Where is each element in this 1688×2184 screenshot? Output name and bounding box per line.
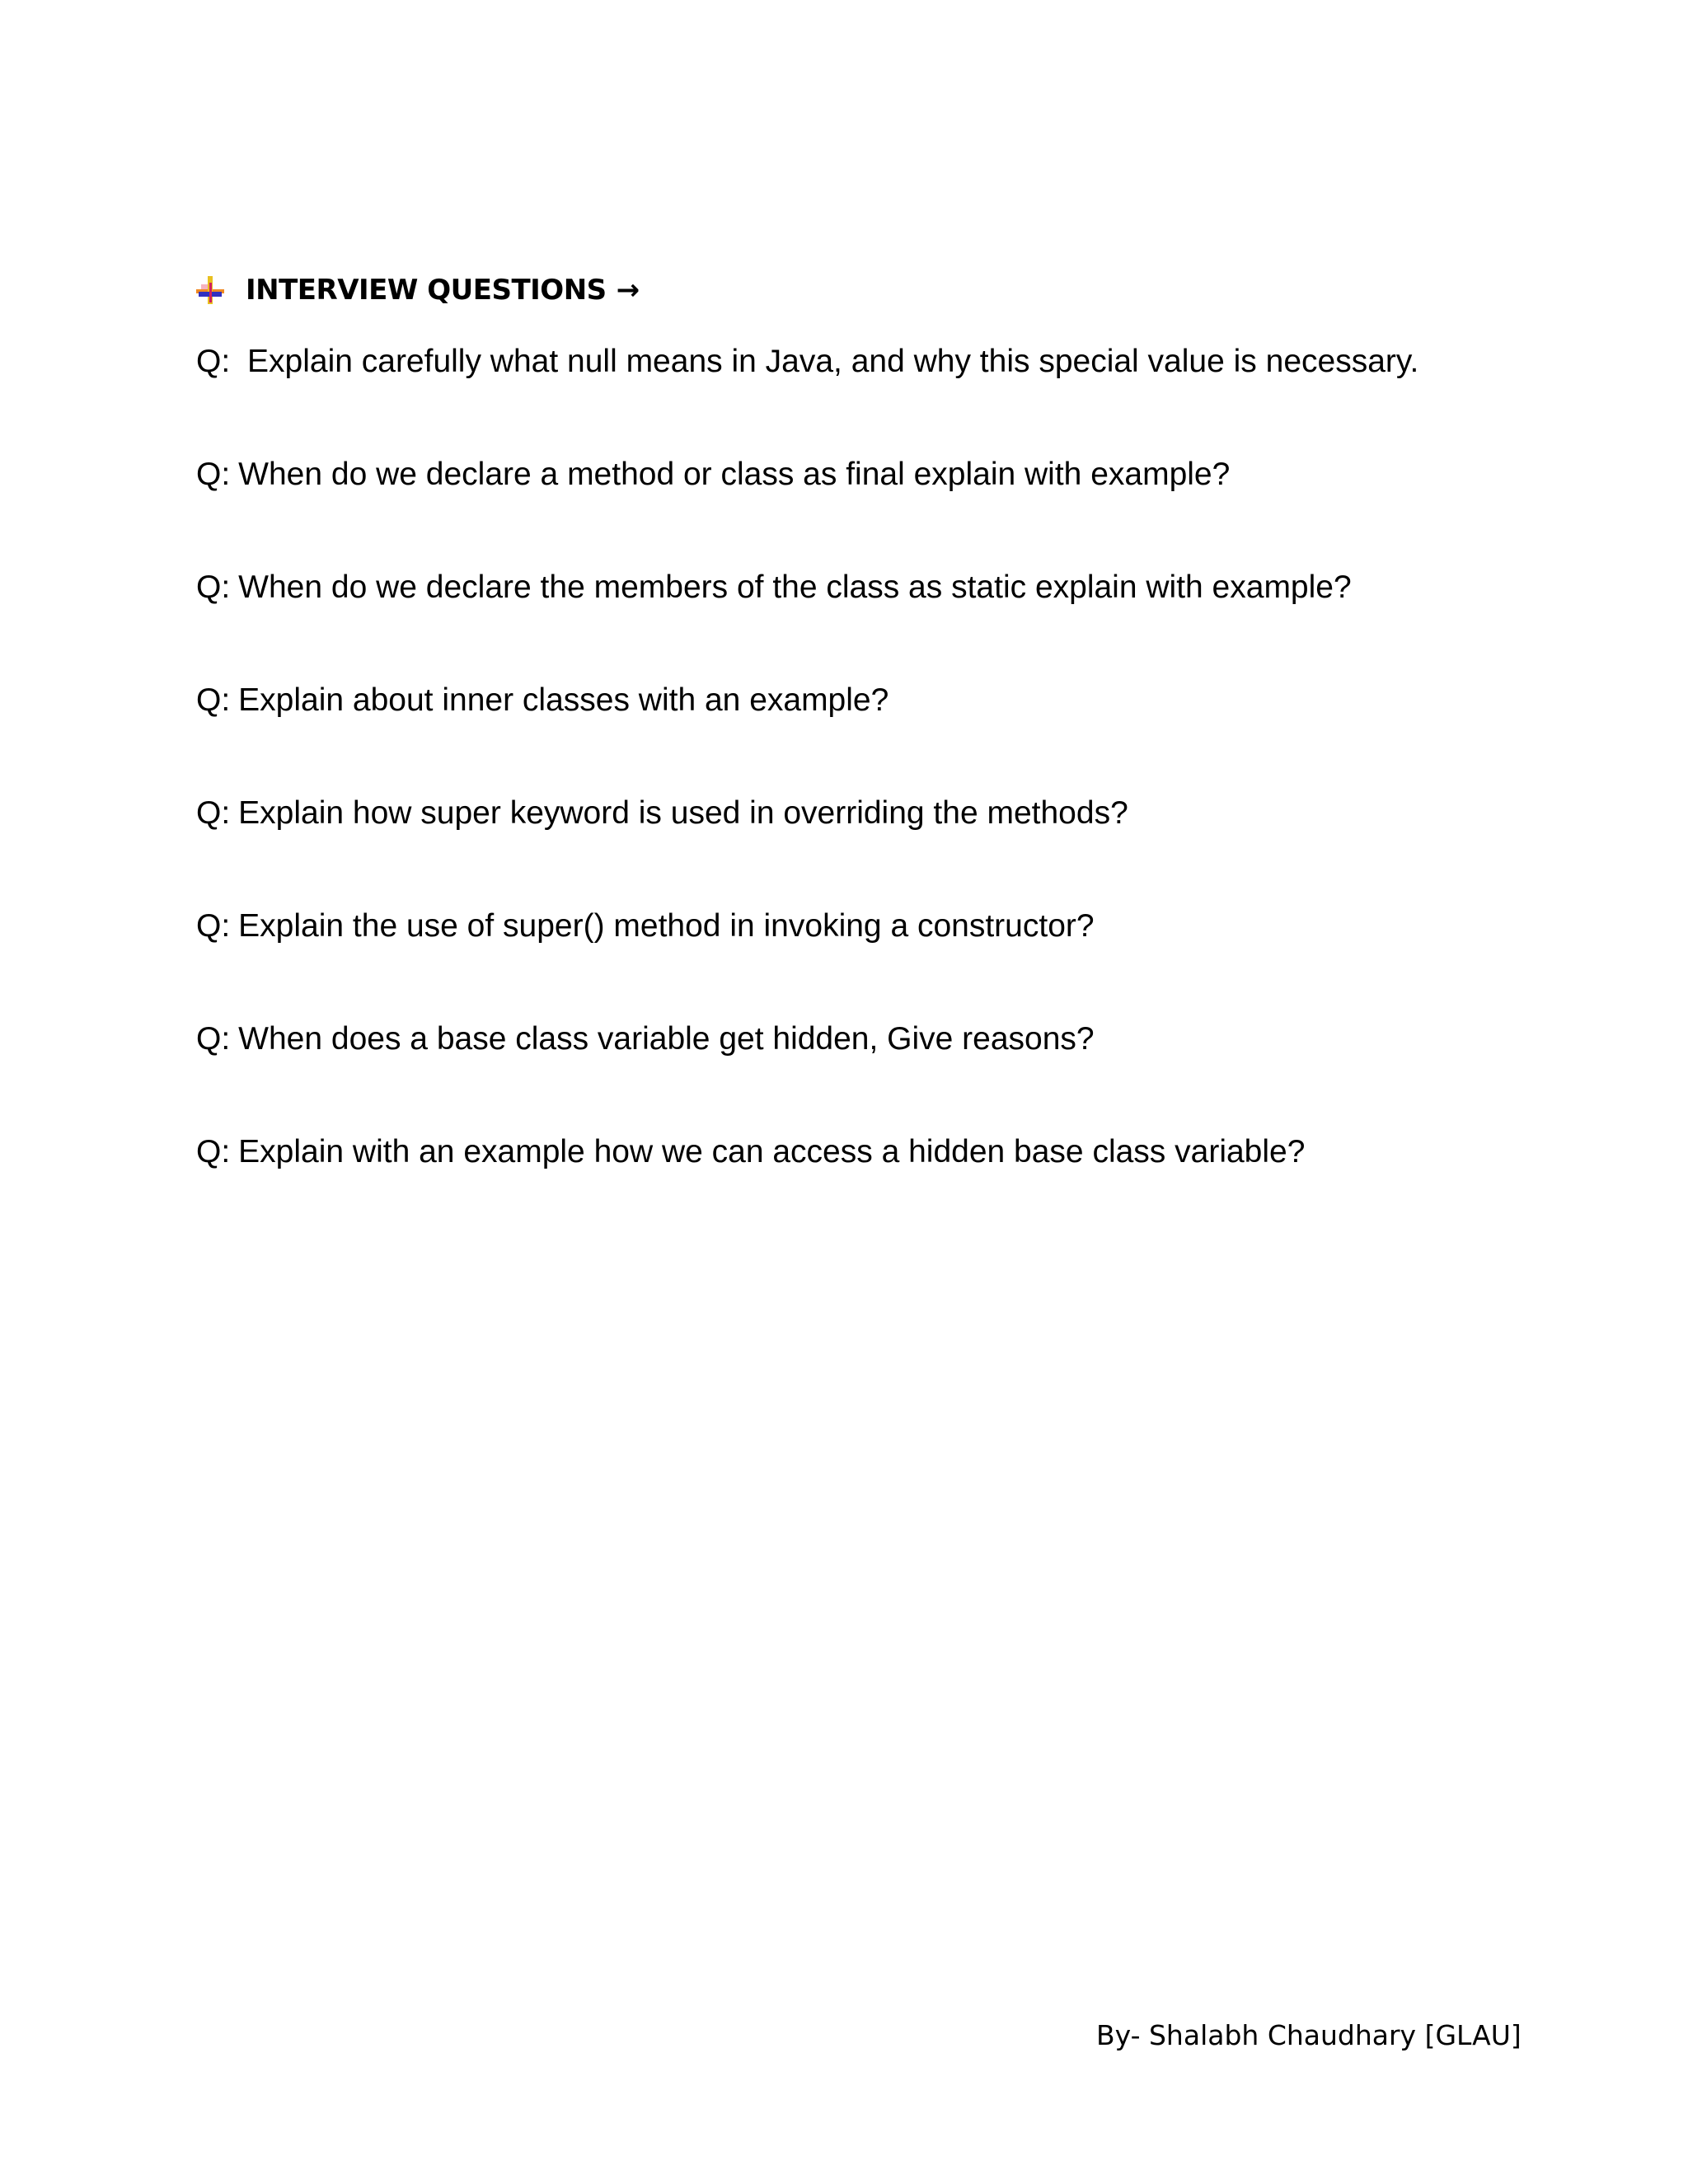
question-prefix: Q:	[196, 344, 231, 379]
question-item	[196, 571, 1352, 603]
question-prefix: Q:	[196, 1021, 231, 1057]
question-prefix: Q:	[196, 682, 231, 718]
question-text: When do we declare the members of the class as static explain with example?	[238, 569, 1352, 605]
question-item	[196, 910, 1095, 942]
author-footer: By- Shalabh Chaudhary [GLAU]	[1096, 2019, 1522, 2051]
question-prefix: Q:	[196, 795, 231, 831]
question-item	[196, 1023, 1095, 1055]
heading-title: INTERVIEW QUESTIONS	[246, 274, 607, 307]
bullet-cross-icon	[196, 276, 224, 304]
question-prefix: Q:	[196, 908, 231, 944]
question-prefix: Q:	[196, 457, 231, 492]
question-prefix: Q:	[196, 569, 231, 605]
question-prefix: Q:	[196, 1134, 231, 1169]
section-heading	[196, 272, 640, 308]
question-item	[196, 1136, 1305, 1168]
question-text: Explain with an example how we can access a hidden base class variable?	[238, 1134, 1306, 1169]
question-item	[196, 345, 1418, 377]
question-text: When do we declare a method or class as final explain with example?	[238, 457, 1231, 492]
question-text: Explain how super keyword is used in overriding the methods?	[238, 795, 1128, 831]
question-item	[196, 797, 1128, 829]
question-text: Explain carefully what null means in Java, and why this special value is necessary.	[238, 344, 1419, 379]
question-text: When does a base class variable get hidden, Give reasons?	[238, 1021, 1095, 1057]
question-item	[196, 684, 889, 716]
question-text: Explain about inner classes with an example?	[238, 682, 889, 718]
question-text: Explain the use of super() method in invoking a constructor?	[238, 908, 1095, 944]
right-arrow-icon: →	[616, 274, 640, 307]
question-item	[196, 458, 1230, 490]
